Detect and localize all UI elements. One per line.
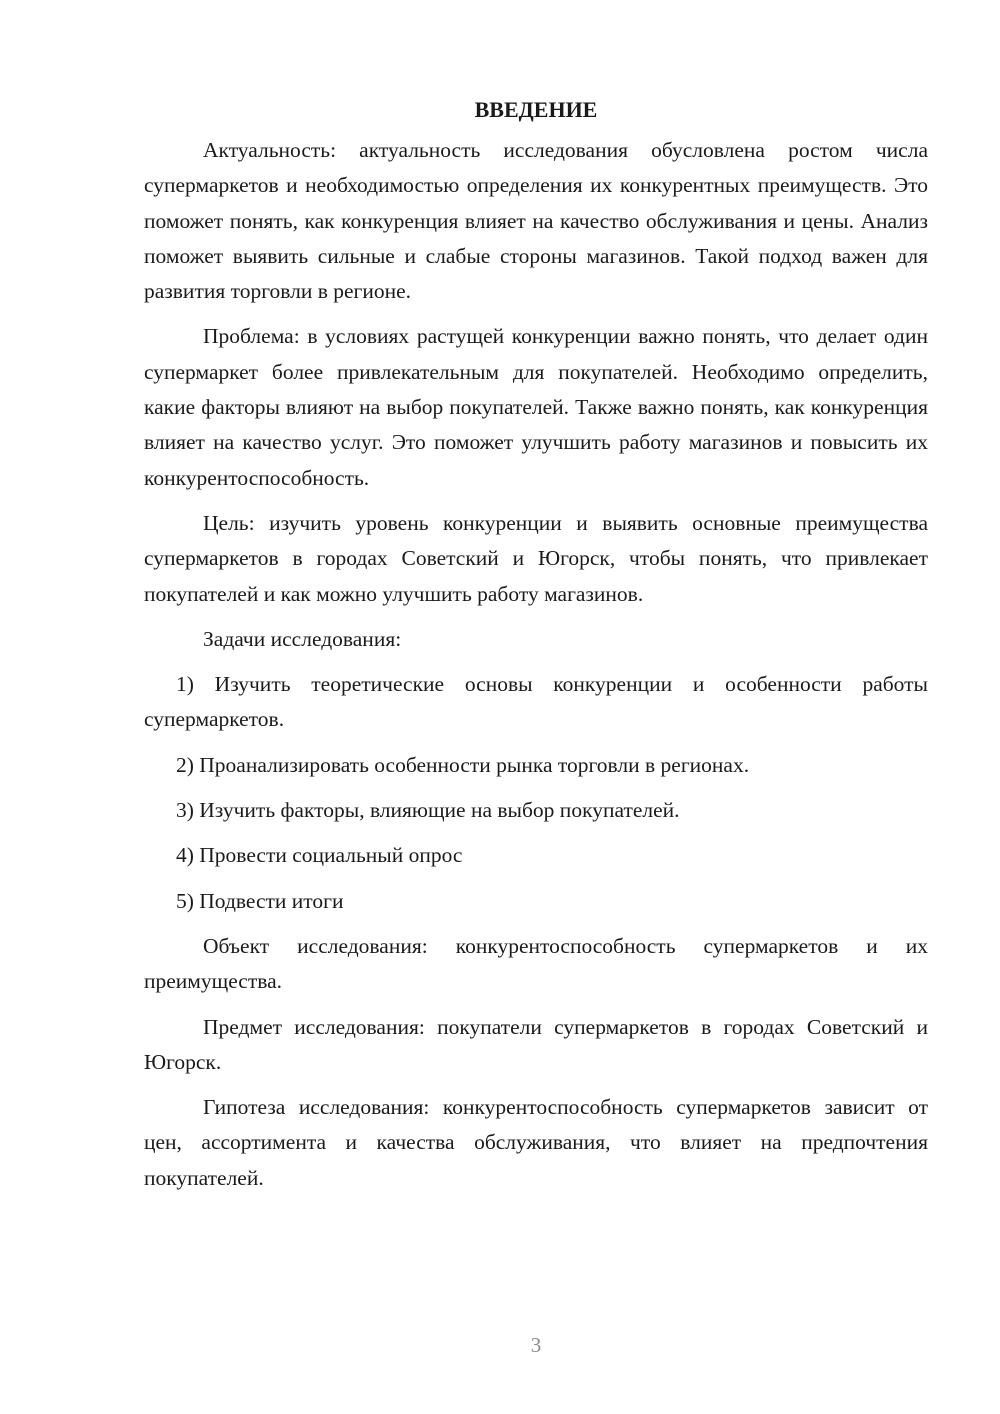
task-item-3: 3) Изучить факторы, влияющие на выбор покупателей.	[176, 798, 680, 823]
tasks-heading: Задачи исследования:	[203, 626, 402, 651]
page-title: ВВЕДЕНИЕ	[474, 97, 598, 122]
object-paragraph: Объект исследования: конкурентоспособность супермаркетов и их преимущества.	[144, 933, 928, 994]
relevance-paragraph: Актуальность: актуальность исследования обусловлена ростом числа супермаркетов и необходимостью определения их конкурентных преимуществ. Это поможет понять, как конкуренция влияет на качество обслуживания и цены. Анализ поможет выявить сильные и слабые стороны магазинов. Такой подход важен для развития торговли в регионе.	[144, 138, 928, 304]
task-item-2: 2) Проанализировать особенности рынка торговли в регионах.	[176, 752, 750, 777]
subject-paragraph: Предмет исследования: покупатели супермаркетов в городах Советский и Югорск.	[144, 1014, 928, 1074]
tasks-list	[144, 667, 928, 919]
document-page	[144, 92, 928, 1206]
task-item-1: 1) Изучить теоретические основы конкуренции и особенности работы супермаркетов.	[144, 672, 928, 732]
page-number: 3	[530, 1333, 542, 1357]
problem-paragraph: Проблема: в условиях растущей конкуренции важно понять, что делает один супермаркет более привлекательным для покупателей. Необходимо определить, какие факторы влияют на выбор покупателей. Также важно понять, как конкуренция влияет на качество услуг. Это поможет улучшить работу магазинов и повысить их конкурентоспособность.	[144, 324, 928, 490]
goal-paragraph: Цель: изучить уровень конкуренции и выявить основные преимущества супермаркетов в городах Советский и Югорск, чтобы понять, что привлекает покупателей и как можно улучшить работу магазинов.	[144, 510, 928, 606]
hypothesis-paragraph: Гипотеза исследования: конкурентоспособность супермаркетов зависит от цен, ассортимента и качества обслуживания, что влияет на предпочтения покупателей.	[144, 1095, 928, 1190]
task-item-5: 5) Подвести итоги	[176, 888, 344, 913]
task-item-4: 4) Провести социальный опрос	[176, 843, 463, 868]
